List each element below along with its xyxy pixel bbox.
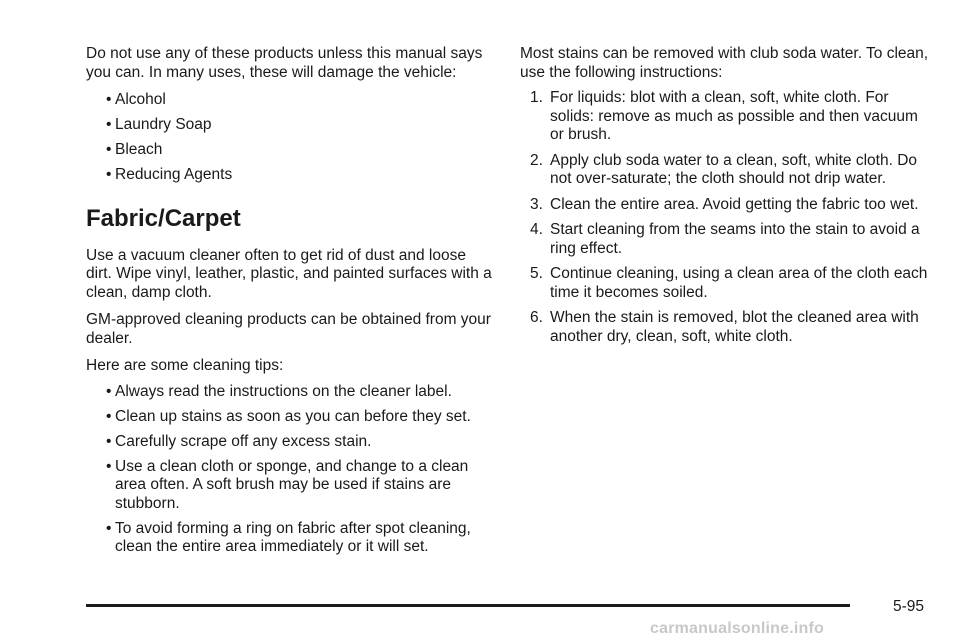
intro-paragraph: Do not use any of these products unless this manual says you can. In many uses, these will damage the vehicle: <box>86 45 483 81</box>
bullet-icon: • <box>106 382 112 400</box>
list-item: • Carefully scrape off any excess stain. <box>106 432 372 450</box>
page-number: 5-95 <box>893 598 925 615</box>
step-item <box>520 89 930 145</box>
bullet-icon: • <box>106 91 112 108</box>
list-item: • Clean up stains as soon as you can before they set. <box>106 407 471 425</box>
step-text: Continue cleaning, using a clean area of the cloth each time it becomes soiled. <box>550 265 928 301</box>
step-number: 5. <box>530 265 543 282</box>
right-column <box>520 45 930 353</box>
step-number: 4. <box>530 221 543 238</box>
club-soda-intro: Most stains can be removed with club soda water. To clean, use the following instructions: <box>520 45 929 81</box>
step-text: When the stain is removed, blot the cleaned area with another dry, clean, soft, white cloth. <box>550 309 919 345</box>
step-text: Clean the entire area. Avoid getting the fabric too wet. <box>550 195 919 213</box>
bullet-icon: • <box>106 407 112 425</box>
left-column <box>86 45 496 563</box>
section-heading: Fabric/Carpet <box>86 204 241 232</box>
bullet-icon: • <box>106 519 112 537</box>
list-item: • Use a clean cloth or sponge, and change to a clean area often. A soft brush may be used if stains are stubborn. <box>106 457 469 512</box>
bullet-icon: • <box>106 457 112 475</box>
step-item <box>520 309 930 346</box>
cleaning-tips-list <box>86 383 496 557</box>
vacuum-paragraph: Use a vacuum cleaner often to get rid of dust and loose dirt. Wipe vinyl, leather, plastic, and painted surfaces with a clean, damp cloth. <box>86 246 492 301</box>
list-item: • To avoid forming a ring on fabric after spot cleaning, clean the entire area immediately or it will set. <box>106 519 471 555</box>
step-item <box>520 221 930 258</box>
instruction-steps-list <box>520 89 930 346</box>
step-item <box>520 265 930 302</box>
step-item <box>520 196 930 215</box>
bullet-icon: • <box>106 116 112 133</box>
bullet-icon: • <box>106 141 112 158</box>
step-number: 2. <box>530 151 543 169</box>
step-text: Start cleaning from the seams into the stain to avoid a ring effect. <box>550 221 920 257</box>
list-item: • Reducing Agents <box>106 166 233 183</box>
tips-intro-paragraph: Here are some cleaning tips: <box>86 357 284 374</box>
step-text: Apply club soda water to a clean, soft, white cloth. Do not over-saturate; the cloth should not drip water. <box>550 151 918 187</box>
step-item <box>520 152 930 189</box>
footer-divider <box>86 604 850 607</box>
step-number: 6. <box>530 309 543 326</box>
list-item: • Always read the instructions on the cleaner label. <box>106 382 452 400</box>
list-item: • Bleach <box>106 141 163 158</box>
list-item: • Laundry Soap <box>106 116 212 133</box>
gm-products-paragraph: GM-approved cleaning products can be obtained from your dealer. <box>86 311 491 347</box>
step-number: 3. <box>530 195 543 213</box>
prohibited-products-list <box>86 91 496 185</box>
step-text: For liquids: blot with a clean, soft, white cloth. For solids: remove as much as possible and then vacuum or brush. <box>550 89 918 143</box>
watermark: carmanualsonline.info <box>650 620 825 637</box>
step-number: 1. <box>530 89 543 106</box>
bullet-icon: • <box>106 432 112 450</box>
bullet-icon: • <box>106 166 112 183</box>
list-item: • Alcohol <box>106 91 166 108</box>
